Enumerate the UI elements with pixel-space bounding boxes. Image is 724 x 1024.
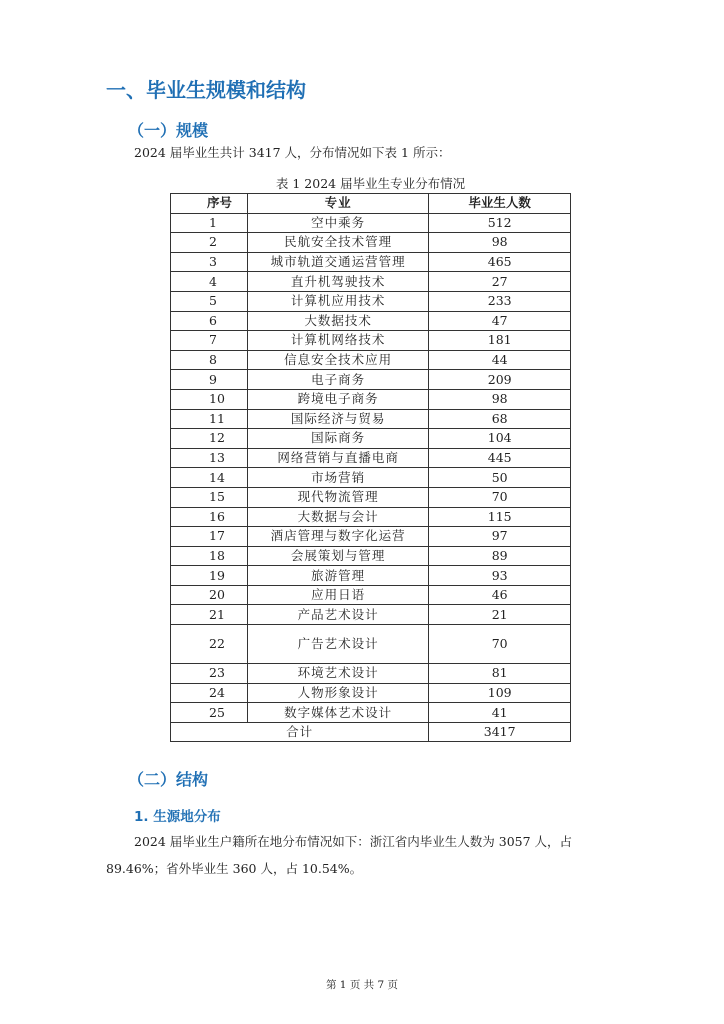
row-major: 产品艺术设计 [247, 605, 428, 625]
row-index: 9 [171, 370, 248, 390]
row-count: 41 [429, 703, 571, 723]
row-major: 数字媒体艺术设计 [247, 703, 428, 723]
row-index: 1 [171, 213, 248, 233]
table-row [171, 448, 571, 468]
row-index: 19 [171, 566, 248, 586]
row-count: 512 [429, 213, 571, 233]
table-row [171, 605, 571, 625]
row-index: 7 [171, 331, 248, 351]
row-count: 181 [429, 331, 571, 351]
scale-paragraph: 2024 届毕业生共计 3417 人，分布情况如下表 1 所示： [134, 145, 451, 160]
origin-paragraph-line1: 2024 届毕业生户籍所在地分布情况如下：浙江省内毕业生人数为 3057 人，占 [134, 834, 573, 849]
row-count: 50 [429, 468, 571, 488]
row-count: 89 [429, 546, 571, 566]
table-caption: 表 1 2024 届毕业生专业分布情况 [275, 176, 466, 191]
row-index: 23 [171, 664, 248, 684]
row-index: 4 [171, 272, 248, 292]
row-index: 2 [171, 233, 248, 253]
origin-distribution-title: 1. 生源地分布 [134, 809, 221, 825]
row-count: 81 [429, 664, 571, 684]
row-count: 98 [429, 233, 571, 253]
row-major: 直升机驾驶技术 [247, 272, 428, 292]
row-count: 233 [429, 291, 571, 311]
row-index: 3 [171, 252, 248, 272]
section-title: 一、毕业生规模和结构 [106, 78, 306, 102]
total-value: 3417 [429, 722, 571, 742]
table-row [171, 585, 571, 605]
subsection-title-structure: （二）结构 [128, 770, 209, 789]
row-count: 44 [429, 350, 571, 370]
row-count: 104 [429, 429, 571, 449]
row-major: 旅游管理 [247, 566, 428, 586]
header-index: 序号 [171, 194, 248, 214]
row-major: 酒店管理与数字化运营 [247, 527, 428, 547]
row-index: 20 [171, 585, 248, 605]
table-row [171, 272, 571, 292]
page-footer: 第 1 页 共 7 页 [325, 979, 399, 991]
row-major: 计算机应用技术 [247, 291, 428, 311]
row-index: 14 [171, 468, 248, 488]
row-major: 空中乘务 [247, 213, 428, 233]
row-count: 97 [429, 527, 571, 547]
total-label: 合计 [171, 722, 429, 742]
table-row [171, 507, 571, 527]
row-count: 465 [429, 252, 571, 272]
row-major: 城市轨道交通运营管理 [247, 252, 428, 272]
table-header-row [171, 194, 571, 214]
row-count: 27 [429, 272, 571, 292]
row-major: 环境艺术设计 [247, 664, 428, 684]
row-major: 人物形象设计 [247, 683, 428, 703]
table-row [171, 233, 571, 253]
table-row [171, 291, 571, 311]
table-row [171, 350, 571, 370]
row-index: 6 [171, 311, 248, 331]
row-major: 国际经济与贸易 [247, 409, 428, 429]
row-major: 计算机网络技术 [247, 331, 428, 351]
row-count: 93 [429, 566, 571, 586]
table-row [171, 252, 571, 272]
table-row [171, 213, 571, 233]
table-row [171, 389, 571, 409]
row-major: 应用日语 [247, 585, 428, 605]
row-index: 15 [171, 487, 248, 507]
row-index: 13 [171, 448, 248, 468]
row-count: 109 [429, 683, 571, 703]
row-major: 民航安全技术管理 [247, 233, 428, 253]
row-count: 445 [429, 448, 571, 468]
row-index: 10 [171, 389, 248, 409]
table-row [171, 429, 571, 449]
row-major: 电子商务 [247, 370, 428, 390]
row-major: 国际商务 [247, 429, 428, 449]
row-major: 大数据技术 [247, 311, 428, 331]
table-row [171, 527, 571, 547]
row-index: 18 [171, 546, 248, 566]
table-row [171, 625, 571, 664]
table-row [171, 487, 571, 507]
row-index: 22 [171, 625, 248, 664]
table-row [171, 703, 571, 723]
row-index: 8 [171, 350, 248, 370]
header-major: 专业 [247, 194, 428, 214]
row-count: 70 [429, 625, 571, 664]
row-count: 21 [429, 605, 571, 625]
table-row [171, 331, 571, 351]
table-row [171, 311, 571, 331]
row-index: 5 [171, 291, 248, 311]
row-index: 17 [171, 527, 248, 547]
row-major: 信息安全技术应用 [247, 350, 428, 370]
table-row [171, 370, 571, 390]
table-row [171, 664, 571, 684]
row-count: 47 [429, 311, 571, 331]
subsection-title-scale: （一）规模 [128, 121, 209, 140]
table-row [171, 468, 571, 488]
row-index: 11 [171, 409, 248, 429]
row-major: 广告艺术设计 [247, 625, 428, 664]
row-major: 网络营销与直播电商 [247, 448, 428, 468]
row-index: 21 [171, 605, 248, 625]
row-major: 现代物流管理 [247, 487, 428, 507]
row-count: 68 [429, 409, 571, 429]
major-distribution-table [170, 193, 571, 742]
row-index: 24 [171, 683, 248, 703]
row-count: 209 [429, 370, 571, 390]
row-major: 市场营销 [247, 468, 428, 488]
table-row [171, 546, 571, 566]
row-index: 12 [171, 429, 248, 449]
header-count: 毕业生人数 [429, 194, 571, 214]
table-row [171, 409, 571, 429]
row-index: 16 [171, 507, 248, 527]
row-count: 70 [429, 487, 571, 507]
row-major: 大数据与会计 [247, 507, 428, 527]
table-row [171, 683, 571, 703]
table-total-row [171, 722, 571, 742]
origin-paragraph-line2: 89.46%；省外毕业生 360 人，占 10.54%。 [106, 861, 363, 876]
table-row [171, 566, 571, 586]
row-major: 跨境电子商务 [247, 389, 428, 409]
row-index: 25 [171, 703, 248, 723]
row-count: 98 [429, 389, 571, 409]
row-major: 会展策划与管理 [247, 546, 428, 566]
row-count: 115 [429, 507, 571, 527]
row-count: 46 [429, 585, 571, 605]
